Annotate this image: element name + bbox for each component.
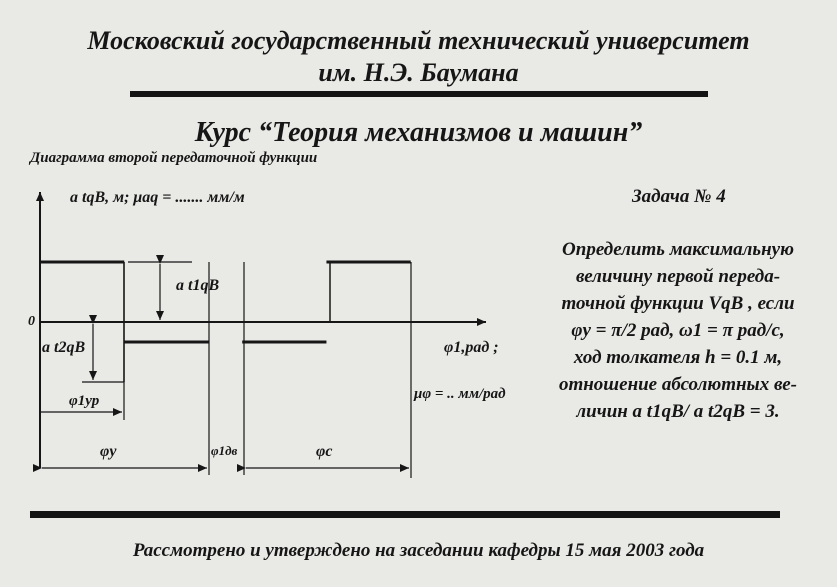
- task-line: ход толкателя h = 0.1 м,: [573, 347, 783, 368]
- task-line: точной функции VqB , если: [561, 293, 795, 314]
- task-line: величину первой переда-: [575, 266, 781, 287]
- task-line: личин a t1qB/ a t2qB = 3.: [576, 401, 780, 422]
- task-line: отношение абсолютных ве-: [558, 374, 797, 395]
- phi-c-label: φc: [316, 443, 333, 460]
- a2-label: a t2qB: [42, 339, 86, 356]
- footer-rule: [30, 511, 780, 518]
- phi-y-label: φy: [100, 443, 117, 460]
- task-line: Определить максимальную: [562, 239, 794, 260]
- a1-label: a t1qB: [176, 277, 220, 294]
- task-number: Задача № 4: [632, 186, 726, 207]
- course-title: Курс “Теория механизмов и машин”: [194, 117, 643, 148]
- phi-1dv-label: φ1дв: [211, 443, 238, 458]
- phi-1yp-label: φ1ур: [69, 393, 100, 409]
- university-subtitle: им. Н.Э. Баумана: [318, 58, 519, 87]
- university-name: Московский государственный технический университет: [87, 26, 750, 55]
- x-axis-label: φ1,рад ;: [444, 339, 499, 356]
- approval-note: Рассмотрено и утверждено на заседании кафедры 15 мая 2003 года: [132, 540, 705, 561]
- zero-label: 0: [28, 314, 35, 329]
- task-line: φy = π/2 рад, ω1 = π рад/с,: [571, 320, 785, 341]
- diagram-title: Диаграмма второй передаточной функции: [30, 150, 318, 166]
- y-axis-label: a tqB, м; μaq = ....... мм/м: [70, 189, 245, 206]
- task-statement: [528, 236, 828, 425]
- mu-phi-label: μφ = .. мм/рад: [414, 386, 506, 402]
